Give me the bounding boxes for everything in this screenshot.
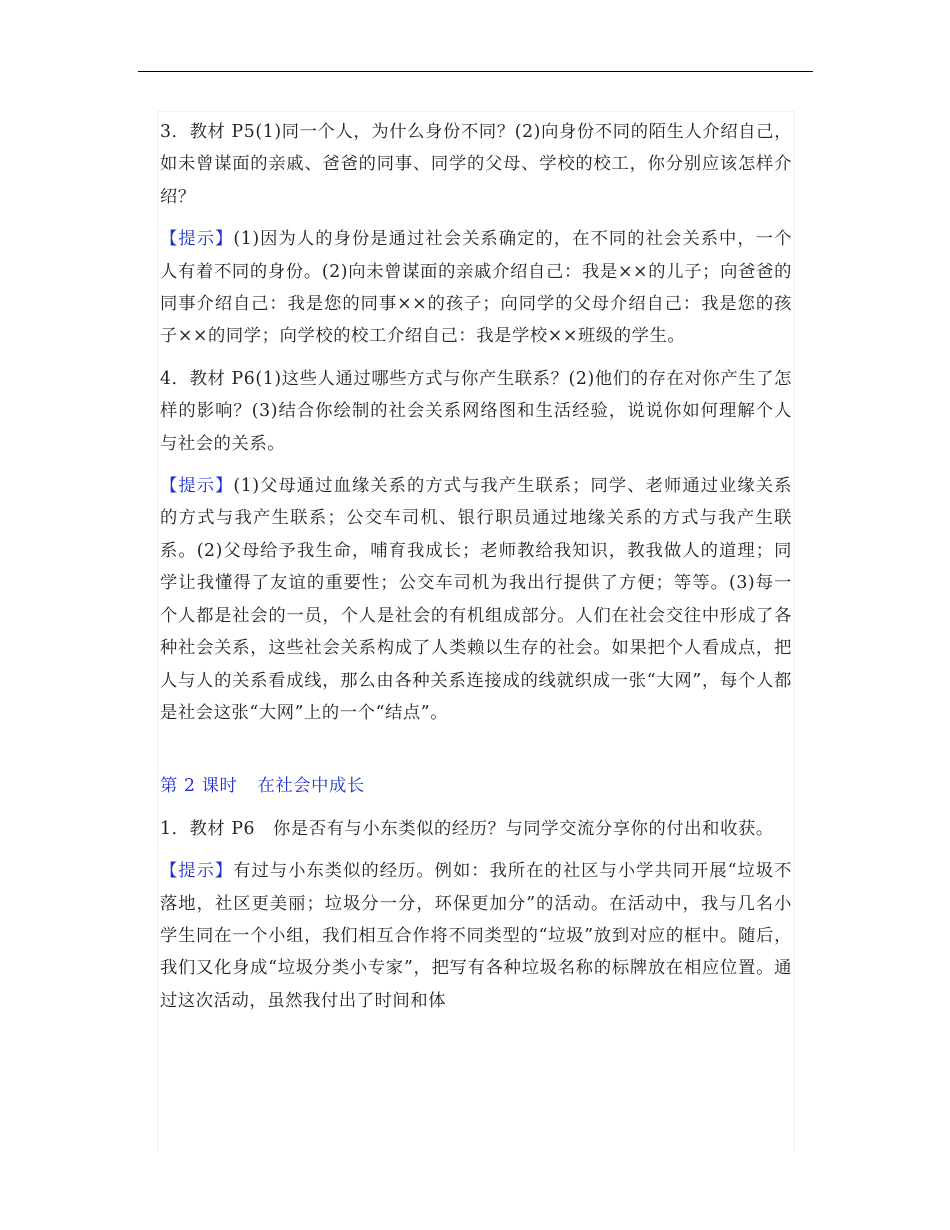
hint-4 — [160, 470, 792, 729]
hint-label: 【提示】 — [160, 476, 234, 497]
hint-text: (1)父母通过血缘关系的方式与我产生联系；同学、老师通过业缘关系的方式与我产生联系；公交车司机、银行职员通过地缘关系的方式与我产生联系。(2)父母给予我生命，哺育我成长；老师教给我知识，教我做人的道理；同学让我懂得了友谊的重要性；公交车司机为我出行提供了方便；等等。(3)每一个人都是社会的一员，个人是社会的有机组成部分。人们在社会交往中形成了各种社会关系，这些社会关系构成了人类赖以生存的社会。如果把个人看成点，把人与人的关系看成线，那么由各种关系连接成的线就织成一张“大网”，每个人都是社会这张“大网”上的一个“结点”。 — [160, 476, 792, 723]
lesson-heading — [160, 770, 792, 802]
question-3: 3．教材 P5(1)同一个人，为什么身份不同？(2)向身份不同的陌生人介绍自己，如未曾谋面的亲戚、爸爸的同事、同学的父母、学校的校工，你分别应该怎样介绍？ — [160, 122, 792, 207]
hint-label: 【提示】 — [160, 229, 234, 250]
hint-text: (1)因为人的身份是通过社会关系确定的，在不同的社会关系中，一个人有着不同的身份。(2)向未曾谋面的亲戚介绍自己：我是××的儿子；向爸爸的同事介绍自己：我是您的同事××的孩子；向同学的父母介绍自己：我是您的孩子××的同学；向学校的校工介绍自己：我是学校××班级的学生。 — [160, 229, 792, 347]
document-body — [160, 116, 792, 1027]
header-rule — [138, 71, 813, 72]
hint-1 — [160, 855, 792, 1017]
question-1: 1．教材 P6 你是否有与小东类似的经历？与同学交流分享你的付出和收获。 — [160, 818, 774, 839]
hint-label: 【提示】 — [160, 861, 234, 882]
lesson-number: 第 2 课时 — [160, 776, 238, 797]
question-4: 4．教材 P6(1)这些人通过哪些方式与你产生联系？(2)他们的存在对你产生了怎样的影响？(3)结合你绘制的社会关系网络图和生活经验，说说你如何理解个人与社会的关系。 — [160, 368, 792, 454]
hint-text: 有过与小东类似的经历。例如：我所在的社区与小学共同开展“垃圾不落地，社区更美丽；垃圾分一分，环保更加分”的活动。在活动中，我与几名小学生同在一个小组，我们相互合作将不同类型的“垃圾”放到对应的框中。随后，我们又化身成“垃圾分类小专家”，把写有各种垃圾名称的标牌放在相应位置。通过这次活动，虽然我付出了时间和体 — [160, 861, 793, 1011]
hint-3 — [160, 223, 792, 353]
lesson-title: 在社会中成长 — [257, 776, 365, 797]
